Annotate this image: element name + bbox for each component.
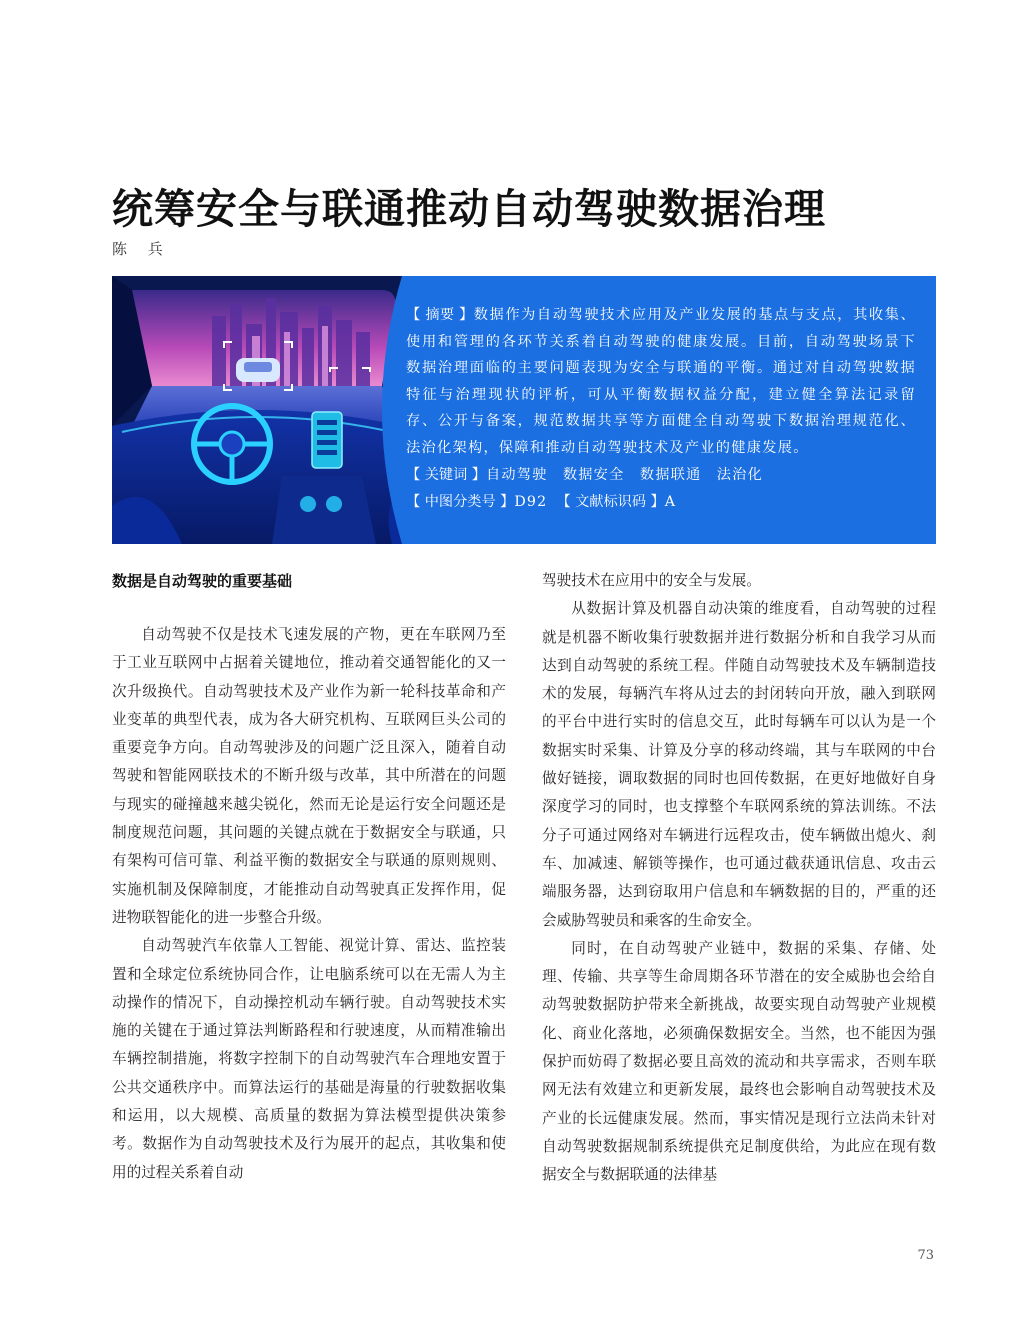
classification-line [406,491,916,511]
keywords-line [406,464,916,484]
body-paragraph: 同时，在自动驾驶产业链中，数据的采集、存储、处理、传输、共享等生命周期各环节潜在的安全威胁也会给自动驾驶数据防护带来全新挑战，故要实现自动驾驶产业规模化、商业化落地，必须确保数据安全。当然，也不能因为强保护而妨碍了数据必要且高效的流动和共享需求，否则车联网无法有效建立和更新发展，最终也会影响自动驾驶技术及产业的长远健康发展。然而，事实情况是现行立法尚未针对自动驾驶数据规制系统提供充足制度供给，为此应在现有数据安全与数据联通的法律基 [542,939,936,1184]
right-column [542,567,936,1190]
clc-label: 【 中图分类号 】 [406,494,515,510]
clc-value: D92 [514,494,548,510]
abstract-label: 【 摘要 】 [406,307,474,323]
abstract-text [406,302,916,462]
page-number: 73 [917,1248,934,1263]
body-paragraph: 从数据计算及机器自动决策的维度看，自动驾驶的过程就是机器不断收集行驶数据并进行数据分析和自我学习从而达到自动驾驶的系统工程。伴随自动驾驶技术及车辆制造技术的发展，每辆汽车将从过去的封闭转向开放，融入到联网的平台中进行实时的信息交互，此时每辆车可以认为是一个数据实时采集、计算及分享的移动终端，其与车联网的中台做好链接，调取数据的同时也回传数据，在更好地做好自身深度学习的同时，也支撑整个车联网系统的算法训练。不法分子可通过网络对车辆进行远程攻击，使车辆做出熄火、刹车、加减速、解锁等操作，也可通过截获通讯信息、攻击云端服务器，达到窃取用户信息和车辆数据的目的，严重的还会威胁驾驶员和乘客的生命安全。 [542,600,936,929]
section-heading: 数据是自动驾驶的重要基础 [112,572,293,590]
keywords-label: 【 关键词 】 [406,467,486,483]
body-paragraph: 自动驾驶不仅是技术飞速发展的产物，更在车联网乃至于工业互联网中占据着关键地位，推动着交通智能化的又一次升级换代。自动驾驶技术及产业作为新一轮科技革命和产业变革的典型代表，成为各大研究机构、互联网巨头公司的重要竞争方向。自动驾驶涉及的问题广泛且深入，随着自动驾驶和智能网联技术的不断升级与改革，其中所潜在的问题与现实的碰撞越来越尖锐化，然而无论是运行安全问题还是制度规范问题，其问题的关键点就在于数据安全与联通，只有架构可信可靠、利益平衡的数据安全与联通的原则规则、实施机制及保障制度，才能推动自动驾驶真正发挥作用，促进物联智能化的进一步整合升级。 [112,626,506,926]
author: 陈 兵 [112,240,171,258]
doc-code-value: A [664,494,677,510]
abstract-banner [112,276,936,544]
continued-paragraph: 驾驶技术在应用中的安全与发展。 [542,572,761,589]
keywords-value: 自动驾驶 数据安全 数据联通 法治化 [485,467,763,483]
left-column [112,567,506,1187]
abstract-body: 数据作为自动驾驶技术应用及产业发展的基点与支点，其收集、使用和管理的各环节关系着自动驾驶的健康发展。目前，自动驾驶场景下数据治理面临的主要问题表现为安全与联通的平衡。通过对自动驾驶数据特征与治理现状的评析，可从平衡数据权益分配，建立健全算法记录留存、公开与备案，规范数据共享等方面健全自动驾驶下数据治理规范化、法治化架构，保障和推动自动驾驶技术及产业的健康发展。 [406,307,916,456]
doc-code-label: 【 文献标识码 】 [556,494,665,510]
body-paragraph: 自动驾驶汽车依靠人工智能、视觉计算、雷达、监控装置和全球定位系统协同合作，让电脑系统可以在无需人为主动操作的情况下，自动操控机动车辆行驶。自动驾驶技术实施的关键在于通过算法判断路程和行驶速度，从而精准输出车辆控制措施，将数字控制下的自动驾驶汽车合理地安置于公共交通秩序中。而算法运行的基础是海量的行驶数据收集和运用，以大规模、高质量的数据为算法模型提供决策参考。数据作为自动驾驶技术及行为展开的起点，其收集和使用的过程关系着自动 [112,937,506,1181]
article-title: 统筹安全与联通推动自动驾驶数据治理 [112,185,826,233]
